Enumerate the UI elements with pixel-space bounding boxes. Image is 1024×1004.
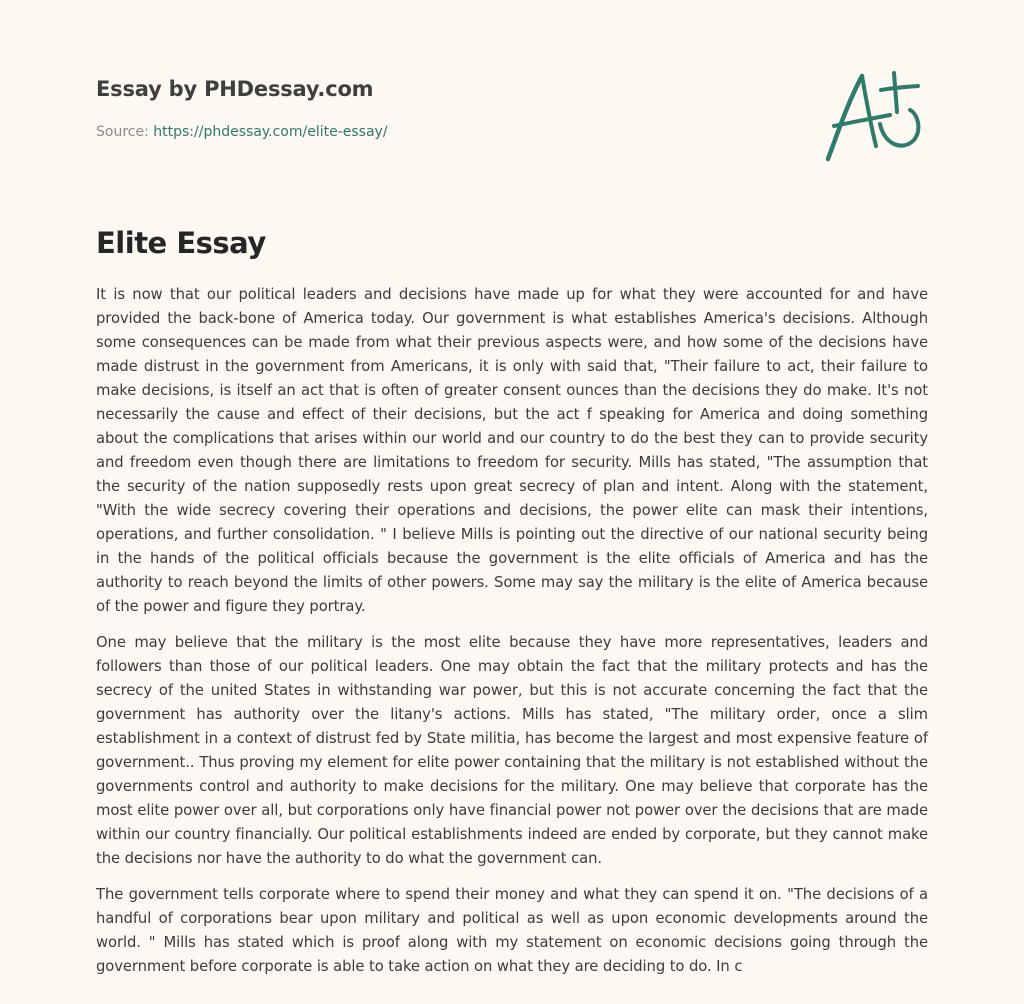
source-line <box>96 124 388 140</box>
essay-body <box>96 283 928 991</box>
essay-paragraph: One may believe that the military is the most elite because they have more representatives, leaders and followers than those of our political leaders. One may obtain the fact that the military protects and has the secrecy of the united States in withstanding war power, but this is not accurate concerning the fact that the government has authority over the litany's actions. Mills has stated, "The military order, once a slim establishment in a context of distrust fed by State militia, has become the largest and most expensive feature of government.. Thus proving my element for elite power containing that the military is not established without the governments control and authority to make decisions for the military. One may believe that corporate has the most elite power over all, but corporations only have financial power not power over the decisions that are made within our country financially. Our political establishments indeed are ended by corporate, but they cannot make the decisions nor have the authority to do what the government can. <box>96 634 928 867</box>
source-link[interactable]: https://phdessay.com/elite-essay/ <box>153 124 388 140</box>
source-label: Source: <box>96 124 149 140</box>
essay-title: Elite Essay <box>96 226 266 260</box>
a-plus-grade-icon <box>824 66 928 166</box>
page-header <box>96 72 928 172</box>
essay-paragraph: The government tells corporate where to spend their money and what they can spend it on. "The decisions of a handful of corporations bear upon military and political as well as upon economic developments around the world. " Mills has stated which is proof along with my statement on economic decisions going through the government before corporate is able to take action on what they are deciding to do. In c <box>96 886 928 975</box>
site-title: Essay by PHDessay.com <box>96 77 374 101</box>
essay-paragraph: It is now that our political leaders and decisions have made up for what they were accounted for and have provided the back-bone of America today. Our government is what establishes America's decisions. Although some consequences can be made from what their previous aspects were, and how some of the decisions have made distrust in the government from Americans, it is only with said that, "Their failure to act, their failure to make decisions, is itself an act that is often of greater consent ounces than the decisions they do make. It's not necessarily the cause and effect of their decisions, but the act f speaking for America and doing something about the complications that arises within our world and our country to do the best they can to provide security and freedom even though there are limitations to freedom for security. Mills has stated, "The assumption that the security of the nation supposedly rests upon great secrecy of plan and intent. Along with the statement, "With the wide secrecy covering their operations and decisions, the power elite can mask their intentions, operations, and further consolidation. " I believe Mills is pointing out the directive of our national security being in the hands of the political officials because the government is the elite officials of America and has the authority to reach beyond the limits of other powers. Some may say the military is the elite of America because of the power and figure they portray. <box>96 286 928 615</box>
